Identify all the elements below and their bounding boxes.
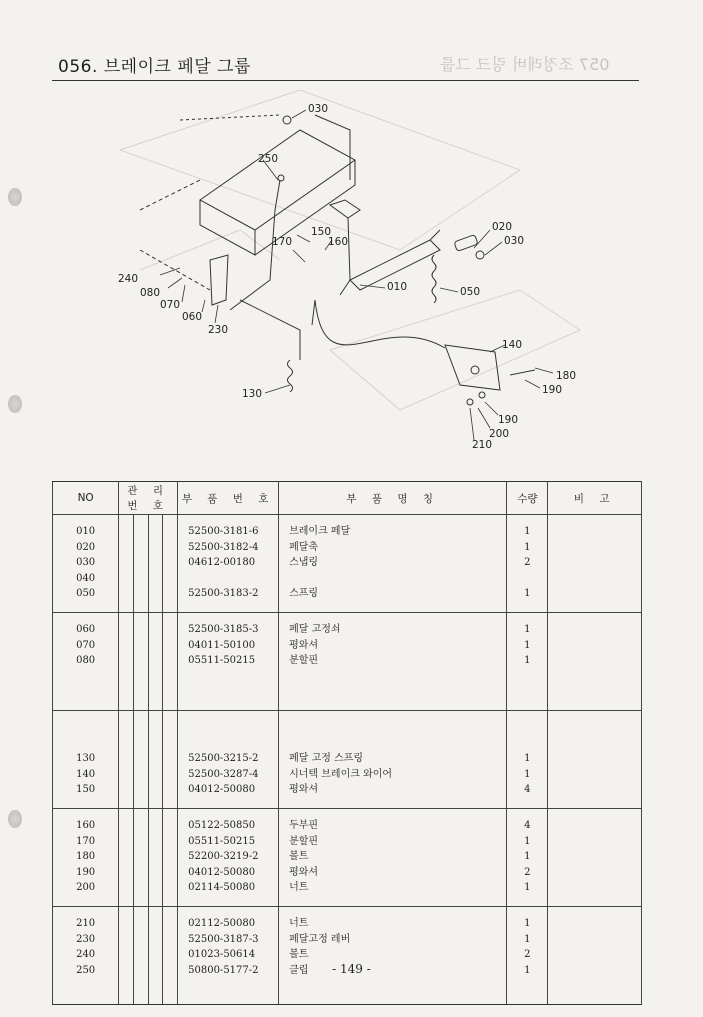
punch-hole-top bbox=[8, 188, 22, 206]
callout-080: 080 bbox=[140, 287, 161, 299]
punch-hole-middle bbox=[8, 395, 22, 413]
callout-240: 240 bbox=[118, 273, 139, 285]
exploded-parts-diagram bbox=[100, 90, 600, 470]
table-row-group bbox=[53, 515, 642, 613]
callout-010: 010 bbox=[387, 281, 408, 293]
parts-table bbox=[52, 481, 642, 1005]
page-title: 056. 브레이크 페달 그룹 bbox=[58, 57, 251, 77]
callout-160: 160 bbox=[328, 236, 349, 248]
callout-190-lower: 190 bbox=[498, 414, 519, 426]
callout-060: 060 bbox=[182, 311, 203, 323]
ghost-title: 057 조정레버 링크 그룹 bbox=[440, 55, 610, 74]
table-row-group bbox=[53, 809, 642, 907]
header-qty: 수량 bbox=[507, 482, 548, 515]
table-row-group bbox=[53, 613, 642, 711]
callout-190-right: 190 bbox=[542, 384, 563, 396]
header-part-name: 부 품 명 칭 bbox=[279, 482, 507, 515]
callout-070: 070 bbox=[160, 299, 181, 311]
group-part-name: 두부핀 분할핀 볼트 평와셔 너트 bbox=[289, 820, 319, 894]
title-rule bbox=[52, 80, 639, 81]
callout-200: 200 bbox=[489, 428, 510, 440]
group-part-name: 너트 페달고정 레버 볼트 클립 bbox=[289, 918, 351, 976]
group-part-name: 페달 고정 스프링 시너텍 브레이크 와이어 평와셔 bbox=[289, 753, 393, 796]
punch-hole-bottom bbox=[8, 810, 22, 828]
header-no: NO bbox=[53, 482, 119, 515]
group-qty: 1 1 2 1 bbox=[524, 918, 531, 976]
header-remark: 비 고 bbox=[548, 482, 642, 515]
group-no: 010 020 030 040 050 bbox=[76, 526, 96, 600]
callout-030-top: 030 bbox=[308, 103, 329, 115]
group-part-no: 52500-3185-3 04011-50100 05511-50215 bbox=[188, 624, 259, 667]
group-part-name: 페달 고정쇠 평와셔 분할핀 bbox=[289, 624, 341, 667]
callout-020: 020 bbox=[492, 221, 513, 233]
callout-140: 140 bbox=[502, 339, 523, 351]
group-part-no: 02112-50080 52500-3187-3 01023-50614 50800-5177-2 bbox=[188, 918, 259, 976]
callout-180: 180 bbox=[556, 370, 577, 382]
header-part-no: 부 품 번 호 bbox=[178, 482, 279, 515]
callout-050: 050 bbox=[460, 286, 481, 298]
group-qty: 1 1 4 bbox=[524, 753, 531, 796]
table-row-group bbox=[53, 711, 642, 809]
table-header-row bbox=[53, 482, 642, 515]
table-row-group bbox=[53, 907, 642, 1005]
group-qty: 4 1 1 2 1 bbox=[524, 820, 531, 894]
callout-130: 130 bbox=[242, 388, 263, 400]
callout-210: 210 bbox=[472, 439, 493, 451]
group-no: 130 140 150 bbox=[76, 753, 96, 796]
group-no: 160 170 180 190 200 bbox=[76, 820, 96, 894]
group-part-no: 52500-3215-2 52500-3287-4 04012-50080 bbox=[188, 753, 259, 796]
group-part-no: 05122-50850 05511-50215 52200-3219-2 04012-50080 02114-50080 bbox=[188, 820, 259, 894]
header-mgmt-no: 관 리 번 호 bbox=[119, 482, 178, 515]
group-qty: 1 1 1 bbox=[524, 624, 531, 667]
group-no: 210 230 240 250 bbox=[76, 918, 96, 976]
callout-250: 250 bbox=[258, 153, 279, 165]
group-part-no: 52500-3181-6 52500-3182-4 04612-00180 52500-3183-2 bbox=[188, 526, 259, 600]
callout-230: 230 bbox=[208, 324, 229, 336]
group-part-name: 브레이크 페달 페달축 스냅링 스프링 bbox=[289, 526, 351, 600]
page-number: - 149 - bbox=[332, 962, 371, 976]
callout-150: 150 bbox=[311, 226, 332, 238]
callout-030-right: 030 bbox=[504, 235, 525, 247]
callout-170: 170 bbox=[272, 236, 293, 248]
group-no: 060 070 080 bbox=[76, 624, 96, 667]
group-qty: 1 1 2 1 bbox=[524, 526, 531, 600]
